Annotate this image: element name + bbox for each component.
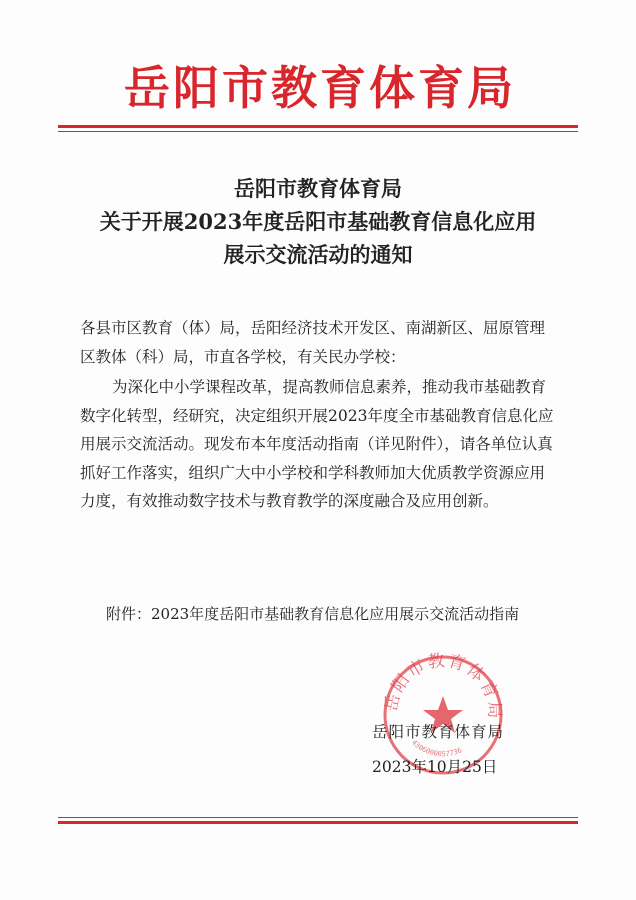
letterhead-rule-thin [58,131,578,132]
title-line-3: 展示交流活动的通知 [223,242,413,267]
seal-text: 岳阳市教育体育局 [381,650,505,721]
letterhead-rule-thick [58,125,578,128]
footer-rule-thick [58,821,578,824]
seal-number: 4306000057736 [410,738,464,759]
footer-rule-thin [58,817,578,818]
document-title [58,172,578,271]
addressee-text: 各县市区教育（体）局，岳阳经济技术开发区、南湖新区、屈原管理区教体（科）局，市直各学校，有关民办学校： [80,319,546,366]
body-text: 为深化中小学课程改革，提高教师信息素养，推动我市基础教育数字化转型，经研究，决定组织开展2023年度全市基础教育信息化应用展示交流活动。现发布本年度活动指南（详见附件），请各单位认真抓好工作落实，组织广大中小学校和学科教师加大优质教学资源应用力度，有效推动数字技术与教育教学的深度融合及应用创新。 [80,378,554,511]
addressee [80,314,556,371]
title-line-1: 岳阳市教育体育局 [234,176,402,201]
attachment-line: 附件：2023年度岳阳市基础教育信息化应用展示交流活动指南 [106,605,520,623]
signature-org: 岳阳市教育体育局 [372,723,505,741]
letterhead-title: 岳阳市教育体育局 [124,61,516,115]
main-paragraph [80,373,556,516]
signature-date: 2023年10月25日 [372,758,498,776]
title-line-2: 关于开展2023年度岳阳市基础教育信息化应用 [99,209,537,234]
